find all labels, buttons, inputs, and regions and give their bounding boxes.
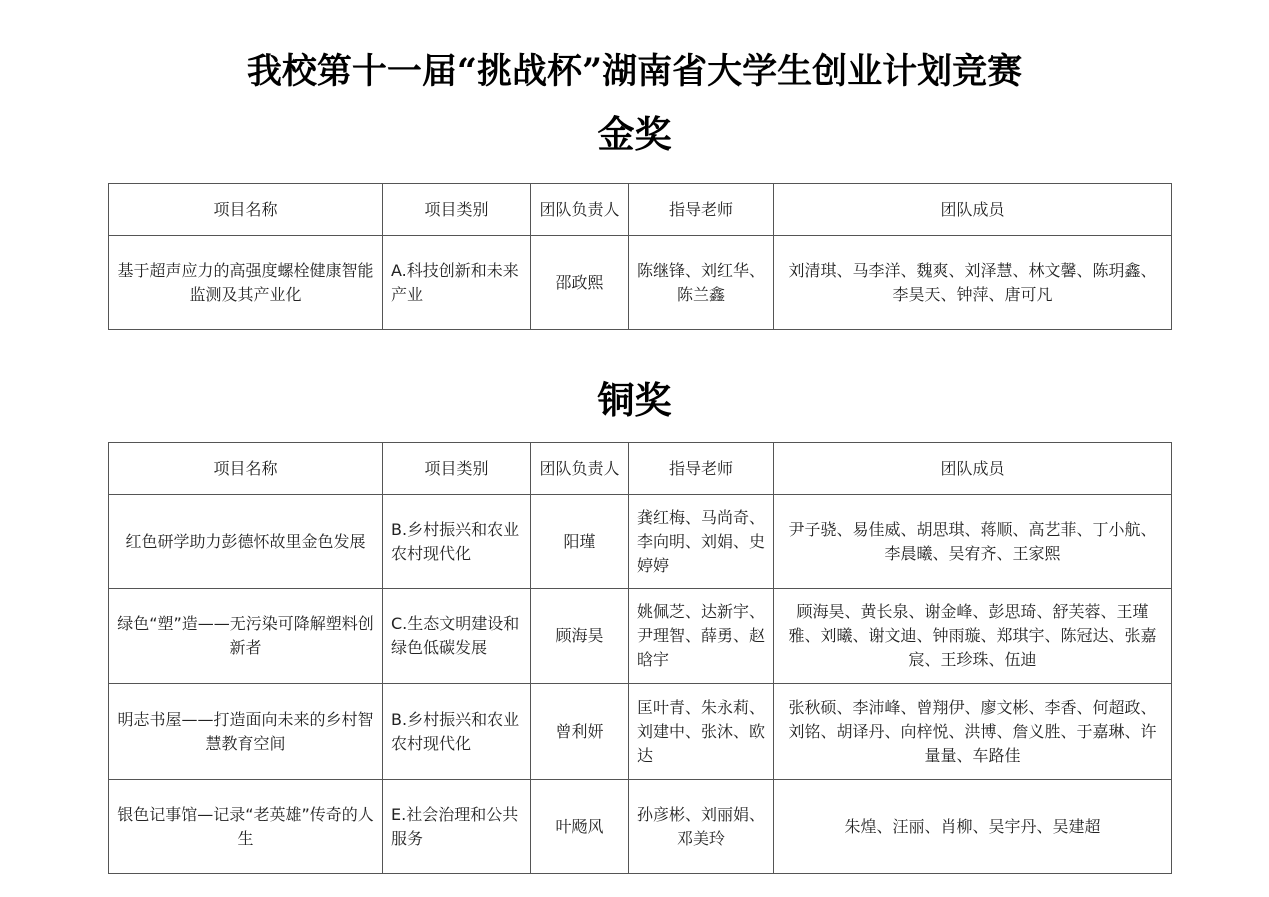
- bronze-award-heading: 铜奖: [597, 378, 672, 422]
- category-cell: A.科技创新和未来产业: [383, 236, 531, 330]
- advisors-cell: 陈继锋、刘红华、陈兰鑫: [629, 236, 774, 330]
- table-row: [109, 236, 1172, 330]
- project-name-cell: 基于超声应力的高强度螺栓健康智能监测及其产业化: [109, 236, 383, 330]
- members-cell: 张秋硕、李沛峰、曾翔伊、廖文彬、李香、何超政、刘铭、胡译丹、向梓悦、洪博、詹义胜、于嘉琳、许量量、车路佳: [774, 684, 1172, 780]
- project-name-cell: 银色记事馆—记录“老英雄”传奇的人生: [109, 780, 383, 874]
- advisors-cell: 姚佩芝、达新宇、尹理智、薛勇、赵晗宇: [629, 589, 774, 684]
- advisors-cell: 龚红梅、马尚奇、李向明、刘娟、史婷婷: [629, 495, 774, 589]
- table-header-row: [109, 443, 1172, 495]
- table-row: [109, 495, 1172, 589]
- gold-award-table: [108, 183, 1172, 330]
- members-cell: 尹子骁、易佳威、胡思琪、蒋顺、高艺菲、丁小航、李晨曦、吴宥齐、王家熙: [774, 495, 1172, 589]
- table-row: [109, 684, 1172, 780]
- leader-cell: 邵政熙: [531, 236, 629, 330]
- bronze-award-table: [108, 442, 1172, 874]
- header-members: 团队成员: [774, 184, 1172, 236]
- project-name-cell: 红色研学助力彭德怀故里金色发展: [109, 495, 383, 589]
- gold-award-heading: 金奖: [597, 112, 672, 156]
- leader-cell: 曾利妍: [531, 684, 629, 780]
- table-header-row: [109, 184, 1172, 236]
- advisors-cell: 孙彦彬、刘丽娟、邓美玲: [629, 780, 774, 874]
- advisors-cell: 匡叶青、朱永莉、刘建中、张沐、欧达: [629, 684, 774, 780]
- category-cell: C.生态文明建设和绿色低碳发展: [383, 589, 531, 684]
- header-category: 项目类别: [383, 443, 531, 495]
- category-cell: B.乡村振兴和农业农村现代化: [383, 684, 531, 780]
- category-cell: E.社会治理和公共服务: [383, 780, 531, 874]
- project-name-cell: 绿色“塑”造——无污染可降解塑料创新者: [109, 589, 383, 684]
- page-title: 我校第十一届“挑战杯”湖南省大学生创业计划竞赛: [246, 51, 1023, 92]
- header-leader: 团队负责人: [531, 443, 629, 495]
- members-cell: 顾海昊、黄长泉、谢金峰、彭思琦、舒芙蓉、王瑾雅、刘曦、谢文迪、钟雨璇、郑琪宇、陈冠达、张嘉宸、王珍珠、伍迪: [774, 589, 1172, 684]
- leader-cell: 叶飏风: [531, 780, 629, 874]
- category-cell: B.乡村振兴和农业农村现代化: [383, 495, 531, 589]
- header-project-name: 项目名称: [109, 443, 383, 495]
- table-row: [109, 780, 1172, 874]
- header-category: 项目类别: [383, 184, 531, 236]
- members-cell: 刘清琪、马李洋、魏爽、刘泽慧、林文馨、陈玥鑫、李昊天、钟萍、唐可凡: [774, 236, 1172, 330]
- table-row: [109, 589, 1172, 684]
- header-leader: 团队负责人: [531, 184, 629, 236]
- header-advisors: 指导老师: [629, 184, 774, 236]
- header-project-name: 项目名称: [109, 184, 383, 236]
- header-members: 团队成员: [774, 443, 1172, 495]
- project-name-cell: 明志书屋——打造面向未来的乡村智慧教育空间: [109, 684, 383, 780]
- members-cell: 朱煌、汪丽、肖柳、吴宇丹、吴建超: [774, 780, 1172, 874]
- leader-cell: 阳瑾: [531, 495, 629, 589]
- header-advisors: 指导老师: [629, 443, 774, 495]
- leader-cell: 顾海昊: [531, 589, 629, 684]
